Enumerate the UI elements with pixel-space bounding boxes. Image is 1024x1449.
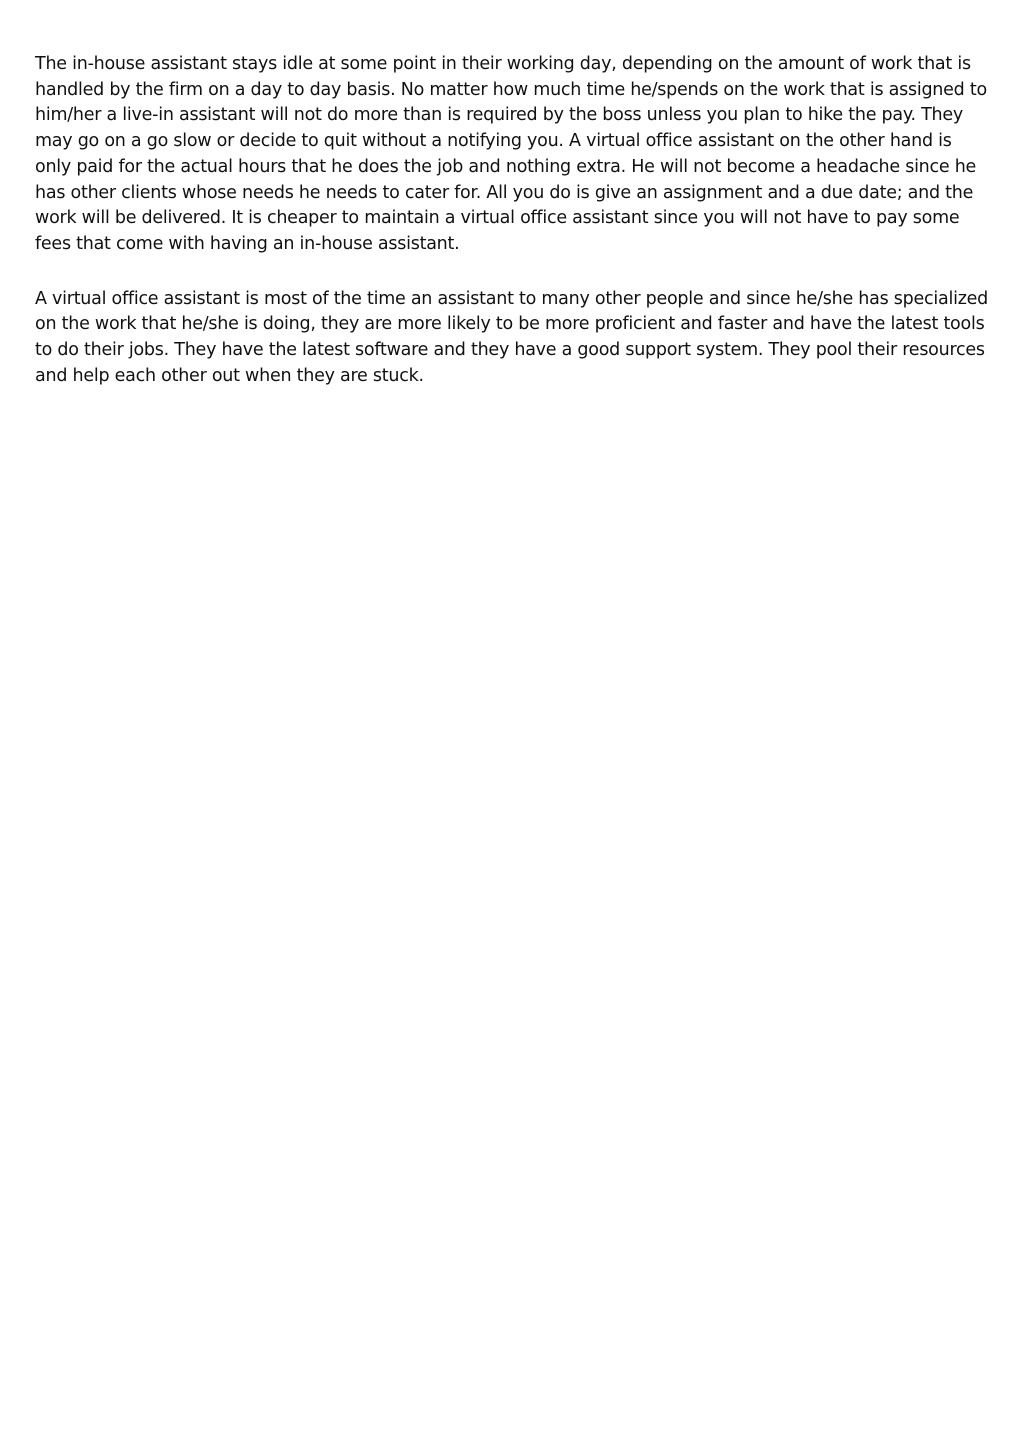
paragraph-1: The in-house assistant stays idle at some point in their working day, depending on the amount of work that is handled by the firm on a day to day basis. No matter how much time he/spends on the work that is assigned to him/her a live-in assistant will not do more than is required by the boss unless you plan to hike the pay. They may go on a go slow or decide to quit without a notifying you. A virtual office assistant on the other hand is only paid for the actual hours that he does the job and nothing extra. He will not become a headache since he has other clients whose needs he needs to cater for. All you do is give an assignment and a due date; and the work will be delivered. It is cheaper to maintain a virtual office assistant since you will not have to pay some fees that come with having an in-house assistant. [35, 54, 987, 254]
paragraph-2: A virtual office assistant is most of the time an assistant to many other people and since he/she has specialized on the work that he/she is doing, they are more likely to be more proficient and faster and have the latest tools to do their jobs. They have the latest software and they have a good support system. They pool their resources and help each other out when they are stuck. [35, 288, 989, 386]
document-page [35, 52, 990, 418]
